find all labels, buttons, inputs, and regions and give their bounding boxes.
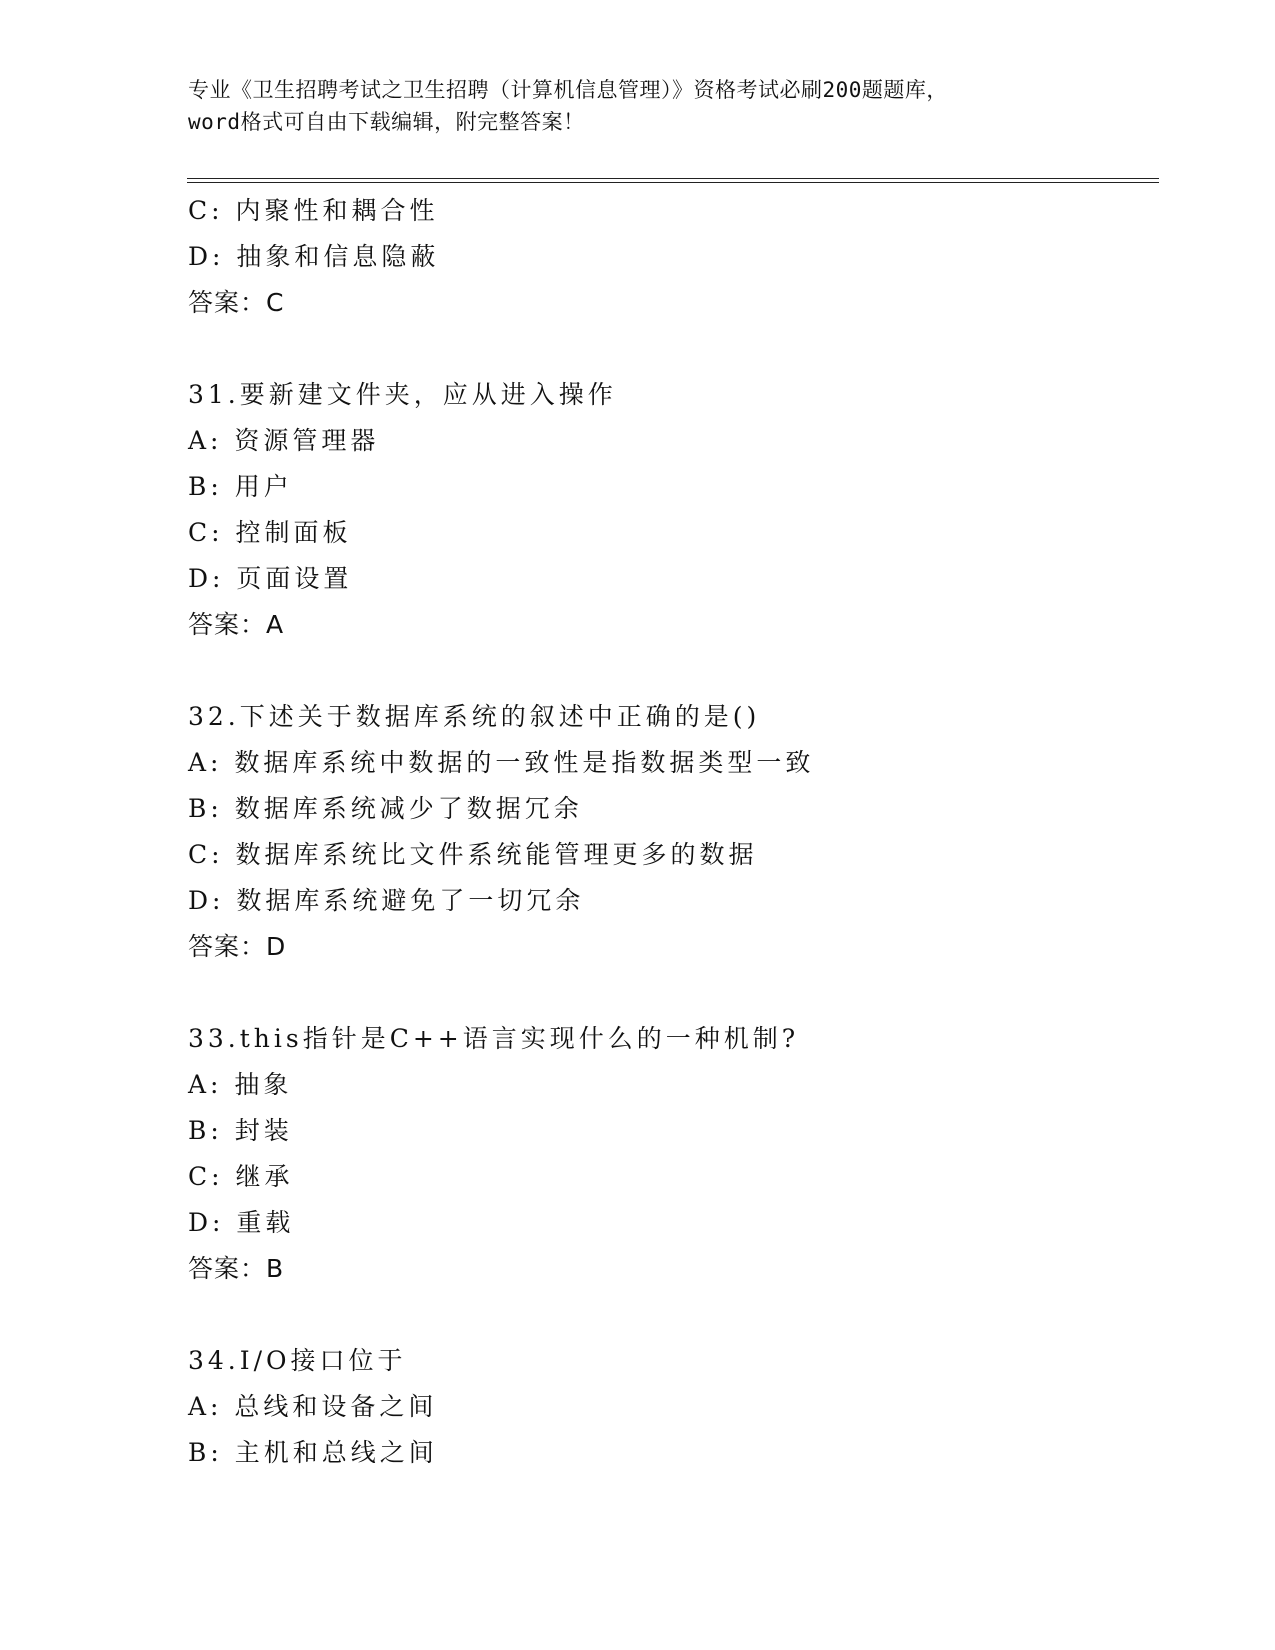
question-text: 34.I/O接口位于 (188, 1346, 407, 1375)
option-a: A: 总线和设备之间 (188, 1392, 438, 1421)
option-b: B: 封装 (188, 1116, 293, 1145)
answer-line: 答案：B (188, 1254, 285, 1283)
question-text: 31.要新建文件夹，应从进入操作 (188, 380, 617, 409)
option-d: D: 数据库系统避免了一切冗余 (188, 886, 585, 915)
answer-line: 答案：D (188, 932, 287, 961)
option-b: B: 用户 (188, 472, 293, 501)
header-title-line-2: word格式可自由下载编辑，附完整答案！ (188, 110, 585, 134)
question-list (188, 188, 1148, 1476)
question-text: 33.this指针是C++语言实现什么的一种机制? (188, 1024, 800, 1053)
option-c: C: 控制面板 (188, 518, 352, 547)
answer-line: 答案：A (188, 610, 285, 639)
option-d: D: 页面设置 (188, 564, 353, 593)
spacer (188, 970, 1148, 1016)
question-text: 32.下述关于数据库系统的叙述中正确的是() (188, 702, 761, 731)
option-b: B: 主机和总线之间 (188, 1438, 438, 1467)
header-divider (187, 178, 1159, 183)
header-title-line-1: 专业《卫生招聘考试之卫生招聘（计算机信息管理）》资格考试必刷200题题库， (188, 78, 948, 102)
document-header (188, 74, 1088, 138)
option-a: A: 抽象 (188, 1070, 293, 1099)
option-a: A: 资源管理器 (188, 426, 380, 455)
option-c: C: 内聚性和耦合性 (188, 196, 439, 225)
option-d: D: 抽象和信息隐蔽 (188, 242, 440, 271)
option-c: C: 继承 (188, 1162, 294, 1191)
option-c: C: 数据库系统比文件系统能管理更多的数据 (188, 840, 758, 869)
answer-line: 答案：C (188, 288, 285, 317)
spacer (188, 326, 1148, 372)
option-d: D: 重载 (188, 1208, 295, 1237)
spacer (188, 648, 1148, 694)
spacer (188, 1292, 1148, 1338)
option-a: A: 数据库系统中数据的一致性是指数据类型一致 (188, 748, 815, 777)
option-b: B: 数据库系统减少了数据冗余 (188, 794, 583, 823)
